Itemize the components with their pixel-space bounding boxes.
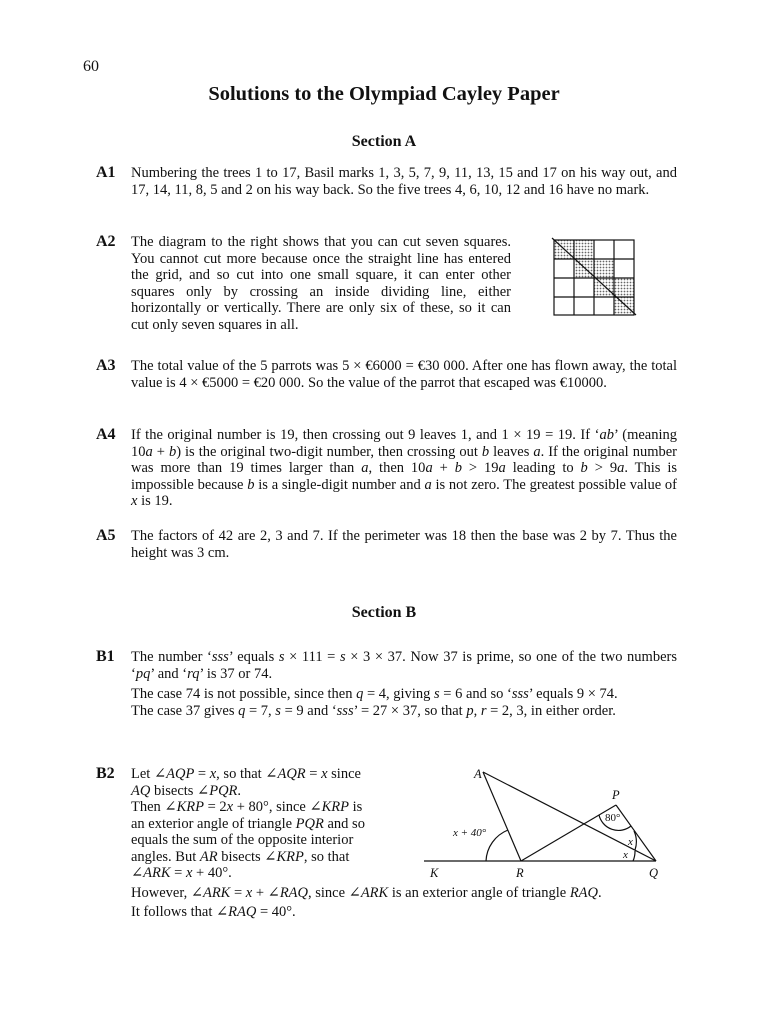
b2-label: B2 [96, 765, 115, 782]
label-80: 80° [605, 812, 621, 824]
label-x-upper: x [628, 836, 633, 848]
b2-line-8: However, ∠ARK = x + ∠RAQ, since ∠ARK is an exterior angle of triangle RAQ. [131, 885, 602, 901]
b1-para-3: The case 37 gives q = 7, s = 9 and ‘sss’ = 27 × 37, so that p, r = 2, 3, in either order. [131, 702, 616, 719]
section-a-heading: Section A [351, 133, 417, 150]
b1-label: B1 [96, 648, 115, 665]
b1-para-2: The case 74 is not possible, since then q = 4, giving s = 6 and so ‘sss’ equals 9 × 74. [131, 686, 618, 702]
a1-text: Numbering the trees 1 to 17, Basil marks 1, 3, 5, 7, 9, 11, 13, 15 and 17 on his way out, and 17, 14, 11, 8, 5 and 2 on his way back. So the five trees 4, 6, 10, 12 and 16 have no mark. [131, 165, 677, 198]
a4-text: If the original number is 19, then crossing out 9 leaves 1, and 1 × 19 = 19. If ‘ab’ (meaning 10a + b) is the original two-digit number, then crossing out b leaves a. If the original number was more than 19 times larger than a, then 10a + b > 19a leading to b > 9a. This is impossible because b is a single-digit number and a is not zero. The greatest possible value of x is 19. [131, 427, 677, 509]
b2-text [131, 766, 411, 882]
b2-line-4: an exterior angle of triangle PQR and so [131, 815, 365, 832]
b2-line-3: Then ∠KRP = 2x + 80°, since ∠KRP is [131, 799, 363, 815]
label-p: P [612, 788, 620, 802]
b2-line-2: AQ bisects ∠PQR. [131, 782, 242, 799]
label-k: K [430, 866, 439, 880]
b2-conclusion [131, 885, 677, 920]
a4-label: A4 [96, 426, 116, 443]
a3-label: A3 [96, 357, 116, 374]
triangle-diagram [420, 760, 670, 885]
line-pq [616, 805, 656, 861]
b2-line-7: ∠ARK = x + 40°. [131, 865, 232, 881]
a2-text: The diagram to the right shows that you can cut seven squares. You cannot cut more because once the straight line has entered the grid, and so cut into one small square, it can enter other squares only by crossing an inside dividing line, either horizontally or vertically. There are only six of these, so it can cut only seven squares in all. [131, 234, 511, 333]
a5-label: A5 [96, 527, 116, 544]
b1-text [131, 649, 677, 719]
grid-diagram [548, 236, 638, 316]
label-x40: x + 40° [453, 827, 487, 839]
a3-text: The total value of the 5 parrots was 5 × €6000 = €30 000. After one has flown away, the total value is 4 × €5000 = €20 000. So the value of the parrot that escaped was €10000. [131, 358, 677, 391]
a5-text: The factors of 42 are 2, 3 and 7. If the perimeter was 18 then the base was 2 by 7. Thus the height was 3 cm. [131, 528, 677, 561]
page-number: 60 [83, 58, 99, 75]
a1-label: A1 [96, 164, 116, 181]
label-r: R [516, 866, 524, 880]
section-b-heading: Section B [351, 604, 417, 621]
arc-x-lower [633, 851, 635, 861]
label-x-lower: x [623, 849, 628, 861]
page-title: Solutions to the Olympiad Cayley Paper [208, 83, 560, 105]
a2-label: A2 [96, 233, 116, 250]
b2-line-6: angles. But AR bisects ∠KRP, so that [131, 848, 350, 865]
arc-x40 [486, 830, 508, 861]
b1-para-1: The number ‘sss’ equals s × 111 = s × 3 × 37. Now 37 is prime, so one of the two numbers ‘pq’ and ‘rq’ is 37 or 74. [131, 649, 677, 682]
b2-line-9: It follows that ∠RAQ = 40°. [131, 903, 296, 920]
b2-line-1: Let ∠AQP = x, so that ∠AQR = x since [131, 766, 361, 782]
b2-line-5: equals the sum of the opposite interior [131, 832, 354, 848]
label-q: Q [649, 866, 659, 880]
label-a: A [474, 767, 482, 781]
